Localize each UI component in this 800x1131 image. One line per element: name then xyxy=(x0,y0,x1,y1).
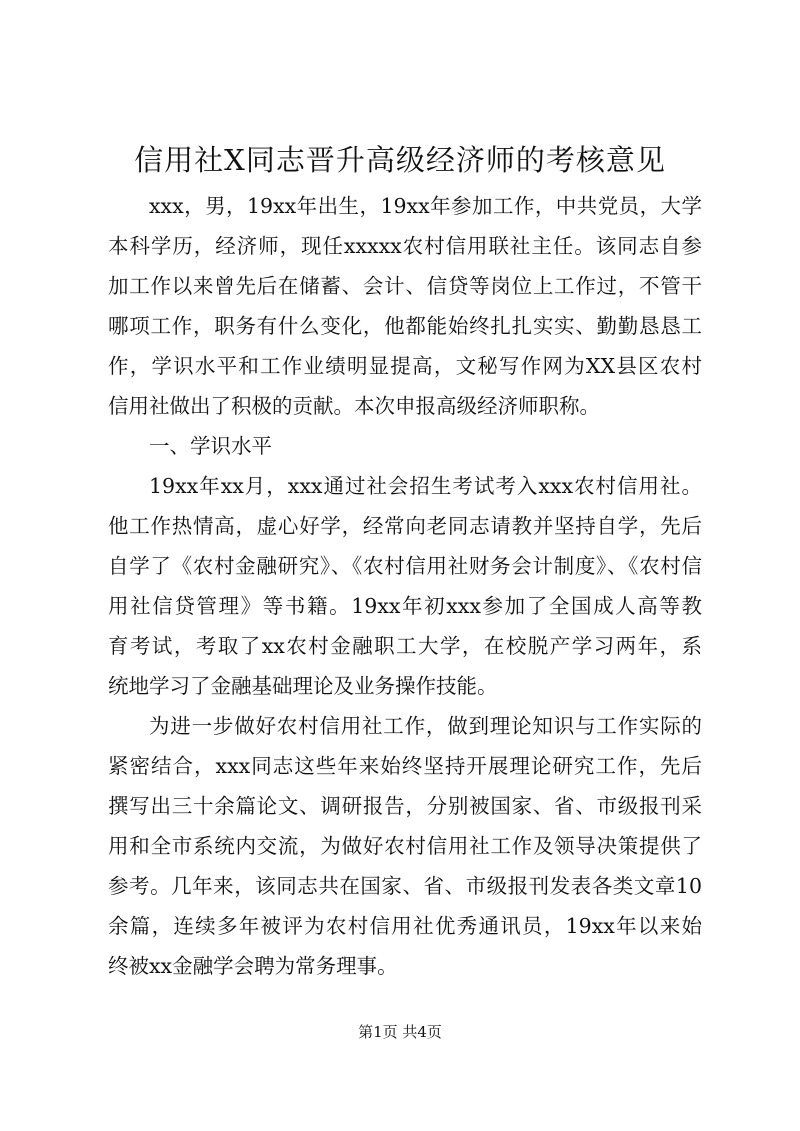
paragraph-line: 作，学识水平和工作业绩明显提高，文秘写作网为XX县区农村 xyxy=(108,354,702,378)
paragraph-line: 育考试，考取了xx农村金融职工大学，在校脱产学习两年，系 xyxy=(108,634,702,658)
paragraph-line: 统地学习了金融基础理论及业务操作技能。 xyxy=(108,674,498,698)
paragraph-line: 19xx年xx月，xxx通过社会招生考试考入xxx农村信用社。 xyxy=(149,474,702,498)
paragraph-line: 自学了《农村金融研究》、《农村信用社财务会计制度》、《农村信 xyxy=(108,554,702,578)
paragraph-line: 终被xx金融学会聘为常务理事。 xyxy=(108,954,398,978)
paragraph-line: 用社信贷管理》等书籍。19xx年初xxx参加了全国成人高等教 xyxy=(108,594,702,618)
paragraph-line: 为进一步做好农村信用社工作，做到理论知识与工作实际的 xyxy=(149,714,702,738)
paragraph-line: 加工作以来曾先后在储蓄、会计、信贷等岗位上工作过，不管干 xyxy=(108,274,702,298)
paragraph-line: 参考。几年来，该同志共在国家、省、市级报刊发表各类文章10 xyxy=(108,874,702,898)
paragraph-line: 撰写出三十余篇论文、调研报告，分别被国家、省、市级报刊采 xyxy=(108,794,702,818)
section-heading: 一、学识水平 xyxy=(149,434,272,458)
paragraph-line: 余篇，连续多年被评为农村信用社优秀通讯员，19xx年以来始 xyxy=(108,914,702,938)
paragraph-line: xxx，男，19xx年出生，19xx年参加工作，中共党员，大学 xyxy=(149,194,702,218)
document-title: 信用社X同志晋升高级经济师的考核意见 xyxy=(134,143,666,177)
page-footer: 第1页 共4页 xyxy=(358,1023,442,1041)
paragraph-line: 用和全市系统内交流，为做好农村信用社工作及领导决策提供了 xyxy=(108,834,702,858)
paragraph-line: 哪项工作，职务有什么变化，他都能始终扎扎实实、勤勤恳恳工 xyxy=(108,314,702,338)
document-body xyxy=(108,186,702,986)
paragraph-line: 紧密结合，xxx同志这些年来始终坚持开展理论研究工作，先后 xyxy=(108,754,702,778)
paragraph-line: 本科学历，经济师，现任xxxxx农村信用联社主任。该同志自参 xyxy=(108,234,702,258)
paragraph-line: 他工作热情高，虚心好学，经常向老同志请教并坚持自学，先后 xyxy=(108,514,702,538)
paragraph-line: 信用社做出了积极的贡献。本次申报高级经济师职称。 xyxy=(108,394,600,418)
